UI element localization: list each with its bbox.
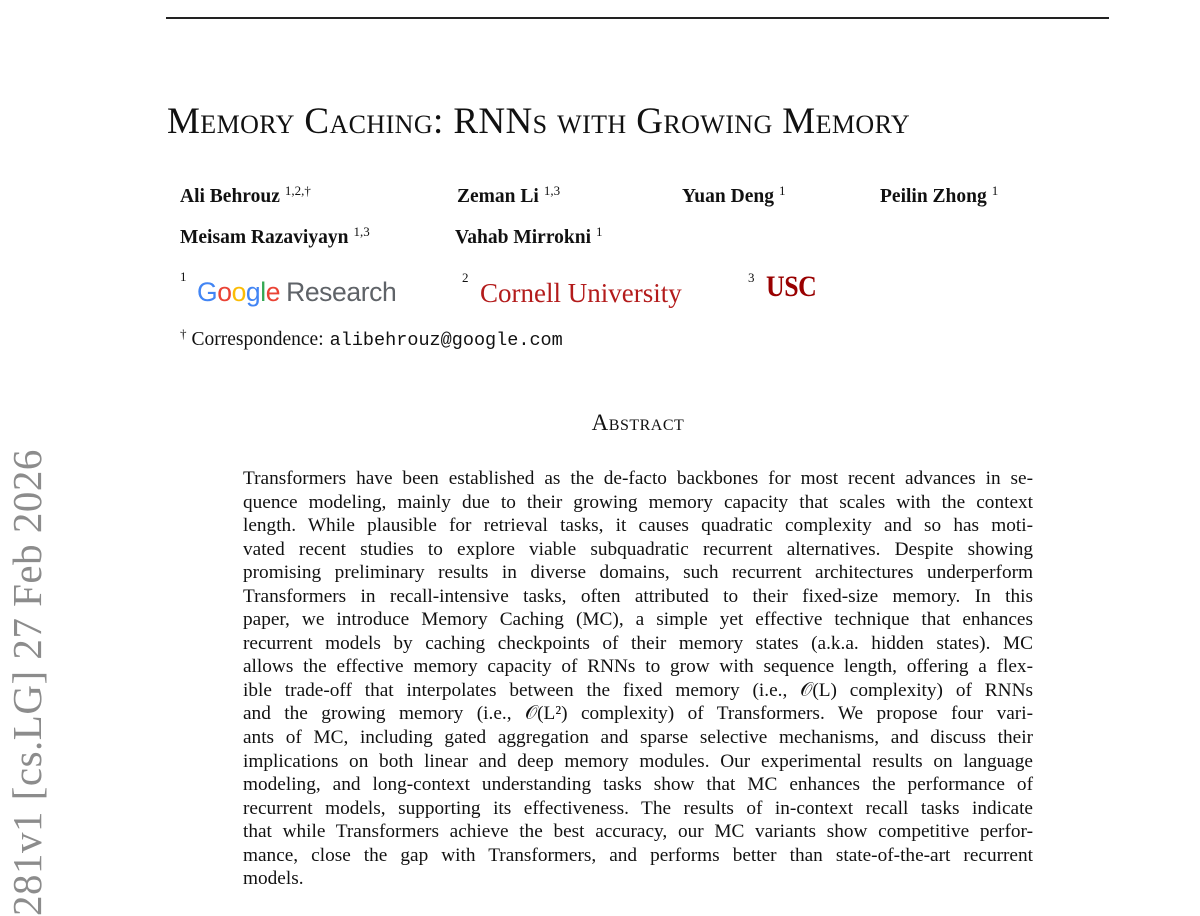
abstract-line: paper, we introduce Memory Caching (MC), a simple yet effective technique that enhances (243, 609, 1033, 631)
affiliation-number-1: 1 (180, 269, 187, 284)
abstract-line: modeling, and long-context understanding tasks show that MC enhances the performance of (243, 774, 1033, 796)
google-research-logo: Google Research (197, 277, 397, 307)
abstract-line: quence modeling, mainly due to their growing memory capacity that scales with the context (243, 491, 1033, 513)
abstract-body (243, 467, 1033, 891)
abstract-heading: Abstract (591, 410, 685, 435)
abstract-line: models. (243, 868, 304, 890)
correspondence-email[interactable]: alibehrouz@google.com (329, 330, 563, 351)
paper-title: Memory Caching: RNNs with Growing Memory (167, 101, 911, 142)
author-5 (180, 224, 370, 249)
affiliation-number-2: 2 (462, 270, 469, 285)
author-name: Zeman Li (457, 186, 539, 207)
author-name: Vahab Mirrokni (455, 227, 591, 248)
abstract-line: promising preliminary results in diverse domains, such recurrent architectures underperform (243, 562, 1033, 584)
abstract-line: Transformers have been established as the de-facto backbones for most recent advances in se- (243, 468, 1033, 489)
abstract-line: ants of MC, including gated aggregation and sparse selective mechanisms, and discuss their (243, 727, 1033, 749)
abstract-line: ible trade-off that interpolates between the fixed memory (i.e., 𝒪(L) complexity) of RNNs (243, 679, 1033, 701)
author-name: Meisam Razaviyayn (180, 227, 349, 248)
abstract-line: allows the effective memory capacity of RNNs to grow with sequence length, offering a flex- (243, 656, 1033, 678)
author-2 (457, 183, 560, 208)
affiliation-number-3: 3 (748, 270, 755, 285)
abstract-line: and the growing memory (i.e., 𝒪(L²) complexity) of Transformers. We propose four vari- (243, 703, 1033, 725)
author-affiliation: 1 (596, 224, 603, 239)
author-3 (682, 183, 785, 208)
author-6 (455, 224, 603, 249)
author-affiliation: 1 (778, 183, 786, 198)
correspondence-label: Correspondence: (191, 329, 324, 350)
abstract-line: vated recent studies to explore viable subquadratic recurrent alternatives. Despite showing (243, 538, 1033, 560)
abstract-line: mance, close the gap with Transformers, and performs better than state-of-the-art recurrent (243, 844, 1033, 866)
abstract-line: Transformers in recall-intensive tasks, often attributed to their fixed-size memory. In this (243, 585, 1033, 607)
arxiv-stamp: 281v1 [cs.LG] 27 Feb 2026 (4, 449, 50, 916)
top-rule (166, 17, 1109, 19)
author-1 (180, 183, 311, 208)
abstract-line: that while Transformers achieve the best accuracy, our MC variants show competitive perfor- (243, 821, 1033, 843)
correspondence (180, 326, 563, 351)
author-affiliation: 1,2,† (284, 183, 311, 198)
abstract-line: recurrent models, supporting its effectiveness. The results of in-context recall tasks indicate (243, 797, 1033, 819)
author-4 (880, 183, 998, 208)
author-name: Ali Behrouz (180, 186, 280, 207)
author-affiliation: 1,3 (543, 183, 561, 198)
author-name: Peilin Zhong (880, 186, 987, 207)
author-name: Yuan Deng (682, 186, 774, 207)
dagger-mark: † (180, 326, 187, 341)
abstract-line: implications on both linear and deep memory modules. Our experimental results on language (243, 750, 1033, 772)
author-affiliation: 1 (991, 183, 999, 198)
cornell-university-logo: Cornell University (480, 278, 682, 308)
usc-logo: USC (766, 270, 817, 303)
abstract-line: recurrent models by caching checkpoints of their memory states (a.k.a. hidden states). MC (243, 632, 1033, 654)
author-affiliation: 1,3 (353, 224, 370, 239)
abstract-line: length. While plausible for retrieval tasks, it causes quadratic complexity and so has moti- (243, 515, 1033, 537)
